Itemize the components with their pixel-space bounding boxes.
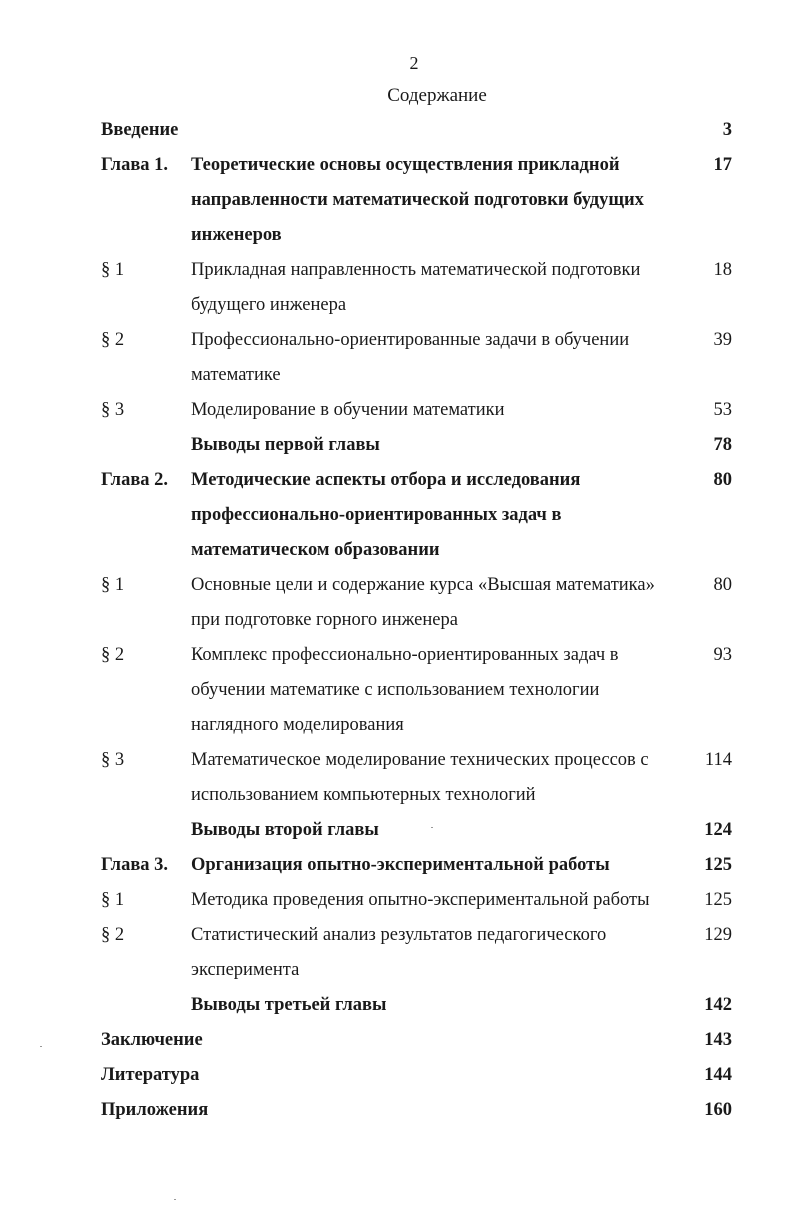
toc-entry-label: § 1 (101, 890, 125, 910)
toc-entry-label: § 2 (101, 330, 125, 350)
toc-entry-label: § 3 (101, 750, 125, 770)
toc-entry (0, 918, 794, 988)
toc-entry (0, 1023, 794, 1058)
toc-entry-title: Выводы первой главы (191, 435, 380, 455)
toc-entry-page: 142 (704, 995, 732, 1015)
scan-artifact (431, 827, 433, 828)
toc-entry-label: § 2 (101, 645, 125, 665)
toc-entry-title: Математическое моделирование технических процессов с использованием компьютерных технологий (191, 750, 649, 805)
toc-entry-page: 53 (713, 400, 732, 420)
toc-entry-label: § 1 (101, 260, 125, 280)
toc-entry-page: 18 (713, 260, 732, 280)
toc-entry-label: Глава 2. (101, 470, 169, 490)
toc-entry-page: 78 (713, 435, 732, 455)
page-title: Содержание (387, 85, 487, 106)
toc-entry (0, 883, 794, 918)
toc-entry-page: 160 (704, 1100, 732, 1120)
toc-entry (0, 848, 794, 883)
toc-entry (0, 1058, 794, 1093)
toc-entry-page: 17 (713, 155, 732, 175)
toc-entry-label: Приложения (101, 1100, 209, 1120)
toc-entry (0, 148, 794, 253)
toc-entry-page: 129 (704, 925, 732, 945)
toc-entry (0, 253, 794, 323)
toc-entry-title (191, 1023, 681, 1058)
toc-entry-page: 93 (713, 645, 732, 665)
scan-artifact (40, 1046, 42, 1047)
toc-entry-label: Глава 3. (101, 855, 169, 875)
toc-entry-label: Заключение (101, 1030, 203, 1050)
toc-entry-page: 124 (704, 820, 732, 840)
toc-entry-page: 3 (722, 120, 732, 140)
toc-entry (0, 113, 794, 148)
toc-entry-title: Организация опытно-экспериментальной работы (191, 855, 610, 875)
toc-entry (0, 323, 794, 393)
toc-entry-title (191, 1058, 681, 1093)
toc-entry-page: 39 (713, 330, 732, 350)
page-number: 2 (409, 53, 419, 73)
toc-entry-page: 125 (704, 890, 732, 910)
toc-entry-label: § 1 (101, 575, 125, 595)
toc-entry (0, 463, 794, 568)
toc-entry-page: 144 (704, 1065, 732, 1085)
toc-entry (0, 428, 794, 463)
toc-entry-title: Выводы третьей главы (191, 995, 387, 1015)
toc-entry-page: 80 (713, 575, 732, 595)
toc-entry-label: § 3 (101, 400, 125, 420)
toc-entry-title: Прикладная направленность математической подготовки будущего инженера (191, 260, 641, 315)
toc-entry-title: Теоретические основы осуществления прикладной направленности математической подготовки будущих инженеров (191, 155, 644, 245)
toc-entry (0, 743, 794, 813)
table-of-contents (0, 113, 794, 1128)
toc-entry-label: Литература (101, 1065, 200, 1085)
toc-entry-title (191, 1093, 681, 1128)
toc-entry-page: 143 (704, 1030, 732, 1050)
toc-entry (0, 568, 794, 638)
toc-entry (0, 1093, 794, 1128)
toc-entry-title: Статистический анализ результатов педагогического эксперимента (191, 925, 607, 980)
toc-entry-page: 80 (713, 470, 732, 490)
toc-entry (0, 813, 794, 848)
toc-entry (0, 988, 794, 1023)
toc-entry-title: Выводы второй главы (191, 820, 379, 840)
toc-entry-title: Основные цели и содержание курса «Высшая математика» при подготовке горного инженера (191, 575, 655, 630)
toc-entry-label: Глава 1. (101, 155, 169, 175)
toc-entry-title: Методические аспекты отбора и исследования профессионально-ориентированных задач в математическом образовании (191, 470, 581, 560)
toc-entry-label: § 2 (101, 925, 125, 945)
toc-entry-label: Введение (101, 120, 179, 140)
toc-entry (0, 393, 794, 428)
toc-entry (0, 638, 794, 743)
scan-artifact (174, 1199, 176, 1200)
toc-entry-title: Комплекс профессионально-ориентированных задач в обучении математике с использованием технологии наглядного моделирования (191, 645, 619, 735)
toc-entry-title: Методика проведения опытно-экспериментальной работы (191, 890, 650, 910)
toc-entry-title (191, 113, 681, 148)
toc-entry-page: 114 (704, 750, 732, 770)
toc-entry-title: Профессионально-ориентированные задачи в обучении математике (191, 330, 630, 385)
toc-entry-page: 125 (704, 855, 732, 875)
toc-entry-title: Моделирование в обучении математики (191, 400, 505, 420)
